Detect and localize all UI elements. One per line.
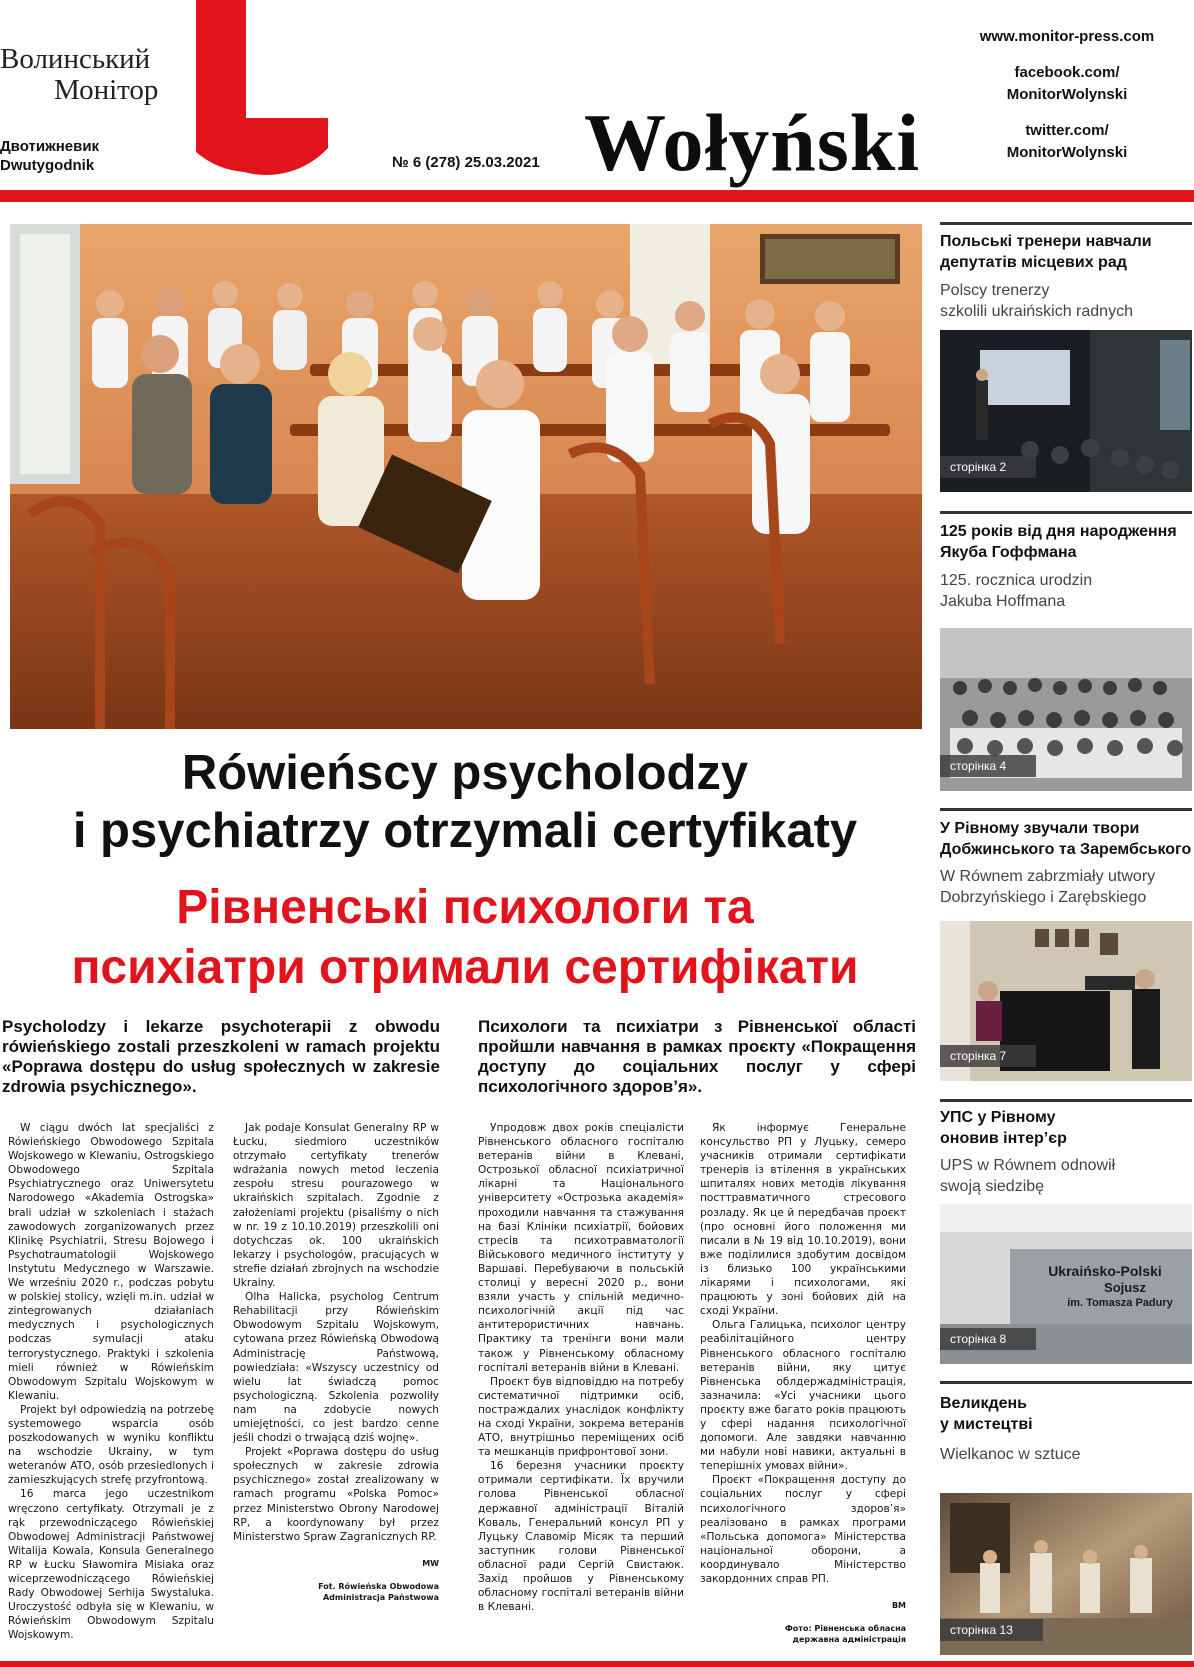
paragraph: Упродовж двох років спеціалісти Рівненського обласного госпіталю ветеранів війни в Клевані, Острозької обласної психіатричної лікарні та Національного університету «Острозька академія» проходили навчання та стажування на базі Клініки психіатрії, бойових стресів та психотравматології Військового медичного інституту у Варшаві. Перебуваючи в польській столиці у вересні 2020 р., вони взяли участь у спільній медично-психологічній акції під час антитерористичних навчань. Практику та тренінги вони мали також у Рівненському обласному госпіталі ветеранів війни в Клевані. <box>478 1122 684 1374</box>
paragraph: Olha Halicka, psycholog Centrum Rehabilitacji przy Rówieńskim Obwodowym Szpitalu Wojskowym, cytowana przez Rówieńską Obwodową Administrację Państwową, powiedziała: «Wszyscy uczestnicy od wielu lat świadczą pomoc psychologiczną. Szkolenia pozwoliły nam na zdobycie nowych umiejętności, co jest bardzo cenne jeśli chodzi o trwającą dziś wojnę». <box>233 1291 439 1445</box>
lead-polish: Psycholodzy i lekarze psychoterapii z obwodu rówieńskiego zostali przeszkoleni w ramach projektu «Poprawa dostępu do usług społecznych w zakresie zdrowia psychicznego». <box>2 1017 440 1096</box>
author-initials: ВМ <box>891 1601 906 1611</box>
building-sign-line-1: Ukraińsko-Polski <box>1048 1263 1162 1279</box>
logo-cross-icon <box>196 0 336 180</box>
sidebar-divider <box>940 511 1192 514</box>
website-link[interactable]: www.monitor-press.com <box>979 28 1155 45</box>
page-reference: сторінка 13 <box>940 1619 1043 1641</box>
paragraph: Як інформує Генеральне консульство РП у Луцьку, семеро учасників отримали сертифікати тренерів із втілення в українських шпиталях нових методів лікування посттравматичного стресового розладу. Як це й передбачав проєкт (про основні його положення ми писали в № 19 від 10.10.2019), вони вже поділилися здобутим досвідом із близько 100 українськими лікарями і психологами, які працюють у зоні бойових дій на сході України. <box>700 1122 906 1318</box>
sidebar-divider <box>940 1381 1192 1384</box>
hero-photo <box>10 224 922 729</box>
article-column-3 <box>478 1121 684 1614</box>
page-reference: сторінка 8 <box>940 1328 1036 1350</box>
page-reference: сторінка 7 <box>940 1045 1036 1067</box>
article-column-1 <box>8 1121 214 1642</box>
sidebar-item-3-title[interactable]: У Рівному звучали твори Добжинського та Зарембського <box>940 820 1192 858</box>
lead-ukrainian: Психологи та психіатри з Рівненської області пройшли навчання в рамках проєкту «Покращення доступу до соціальних послуг у сфері психологічного здоров’я». <box>478 1017 916 1096</box>
sidebar-item-4-subtitle: UPS w Równem odnowił swoją siedzibę <box>940 1157 1116 1195</box>
masthead-divider <box>0 190 1194 202</box>
sidebar-item-4-photo[interactable] <box>940 1204 1192 1364</box>
paragraph: Проєкт був відповіддю на потребу систематичної підтримки осіб, постраждалих унаслідок конфлікту на сході України, зокрема ветеранів АТО, внутрішньо переміщених осіб та мешканців прифронтової зони. <box>478 1375 684 1459</box>
sidebar-divider <box>940 222 1192 225</box>
photo-credit: Fot. Rówieńska Obwodowa Administracja Państwowa <box>318 1581 439 1602</box>
social-links <box>940 26 1194 164</box>
sidebar-item-2-subtitle: 125. rocznica urodzin Jakuba Hoffmana <box>940 572 1093 610</box>
footer-divider <box>0 1661 1194 1667</box>
building-sign-line-3: im. Tomasza Padury <box>1067 1297 1173 1309</box>
paragraph: 16 marca jego uczestnikom wręczono certyfikaty. Otrzymali je z rąk przewodniczącego Rówieńskiej Obwodowej Administracji Państwowej Witalija Kowala, Konsula Generalnego RP w Łucku Sławomira Misiaka oraz wiceprzewodniczącego Rówieńskiej Rady Obwodowej Serhija Swystaluka. Uroczystość odbyła się w Klewaniu, w Rówieńskim Obwodowym Szpitalu Wojskowym. <box>8 1488 214 1642</box>
sidebar-item-5-subtitle: Wielkanoc w sztuce <box>940 1446 1081 1463</box>
issue-frequency: Двотижневик Dwutygodnik <box>0 138 100 174</box>
article-column-2 <box>233 1121 439 1603</box>
sidebar-item-2-title[interactable]: 125 років від дня народження Якуба Гоффмана <box>940 523 1177 561</box>
logo-line-1: Волинський <box>0 43 151 75</box>
paragraph: Ольга Галицька, психолог центру реабілітаційного центру Рівненського обласного госпіталю ветеранів війни, яку цитує Рівненська облдержадміністрація, зазначила: «Усі учасники цього проєкту вже багато років працюють у сфері надання психологічної допомоги. Але завдяки навчанню ми набули нові навики, актуальні в теперішніх умовах війни». <box>700 1319 906 1473</box>
logo-line-2: Монітор <box>54 74 159 106</box>
sidebar-item-1-subtitle: Polscy trenerzy szkolili ukraińskich radnych <box>940 282 1133 320</box>
sidebar-item-1-title[interactable]: Польські тренери навчали депутатів місцевих рад <box>940 233 1152 271</box>
headline-ukrainian: Рівненські психологи та психіатри отримали сертифікати <box>71 881 859 994</box>
issue-number: № 6 (278) 25.03.2021 <box>392 154 540 171</box>
paragraph: Projekt był odpowiedzią na potrzebę systemowego wsparcia osób poszkodowanych w wyniku konfliktu na wschodzie Ukrainy, w tym weteranów ATO, osób przesiedlonych i zamieszkujących strefę przyfrontową. <box>8 1403 214 1487</box>
sidebar-item-4-title[interactable]: УПС у Рівному оновив інтер’єр <box>940 1109 1067 1147</box>
paragraph: Projekt «Poprawa dostępu do usług społecznych w zakresie zdrowia psychicznego» został zrealizowany w ramach programu «Polska Pomoc» przez Ministerstwo Obrony Narodowej RP, a koordynowany był przez Ministerstwo Spraw Zagranicznych RP. <box>233 1446 439 1543</box>
sidebar-divider <box>940 1099 1192 1102</box>
photo-credit: Фото: Рівненська обласна державна адміністрація <box>784 1624 906 1645</box>
headline-polish: Rówieńscy psycholodzy i psychiatrzy otrzymali certyfikaty <box>72 746 858 858</box>
sidebar-item-5-photo[interactable] <box>940 1493 1192 1655</box>
building-sign-line-2: Sojusz <box>1104 1280 1146 1295</box>
paragraph: 16 березня учасники проєкту отримали сертифікати. Їх вручили голова Рівненської обласної державної адміністрації Віталій Коваль, Генеральний консул РП у Луцьку Славомір Місяк та перший заступник голови Рівненської обласної ради Сергій Свистаюк. Захід пройшов у Рівненському обласному госпіталі ветеранів війни в Клевані. <box>478 1460 684 1614</box>
sidebar-item-1-photo[interactable] <box>940 330 1192 492</box>
page-reference: сторінка 4 <box>940 755 1036 777</box>
paragraph: W ciągu dwóch lat specjaliści z Rówieńskiego Obwodowego Szpitala Wojskowego w Klewaniu, Ostrogskiego Obwodowego Szpitala Psychiatrycznego oraz Uniwersytetu Narodowego «Akademia Ostrogska» brali udział w szkoleniach i stażach zawodowych zorganizowanych przez Klinikę Psychiatrii, Stresu Bojowego i Psychotraumatologii Wojskowego Instytutu Medycznego w Warszawie. We wrześniu 2020 r., podczas pobytu w polskiej stolicy, wzięli m.in. udział w zintegrowanych działaniach medycznych i psychologicznych podczas symulacji ataku terrorystycznego. Praktyki i szkolenia mieli również w Rówieńskim Obwodowym Szpitalu Wojskowym w Klewaniu. <box>8 1122 214 1402</box>
sidebar-item-3-photo[interactable] <box>940 921 1192 1081</box>
sidebar-item-5-title[interactable]: Великдень у мистецтві <box>940 1395 1033 1433</box>
author-initials: MW <box>422 1558 439 1568</box>
sidebar-item-3-subtitle: W Równem zabrzmiały utwory Dobrzyńskiego i Zarębskiego <box>940 868 1156 906</box>
paragraph: Проєкт «Покращення доступу до соціальних послуг у сфері психологічного здоров’я» реалізовано в рамках програми «Польська допомога» Міністерства національної оборони, а координувало Міністерство закордонних справ РП. <box>700 1474 906 1585</box>
twitter-link[interactable]: twitter.com/ MonitorWolynski <box>1006 122 1128 161</box>
facebook-link[interactable]: facebook.com/ MonitorWolynski <box>1006 64 1128 103</box>
logo-wordmark <box>0 44 200 106</box>
paragraph: Jak podaje Konsulat Generalny RP w Łucku, siedmioro uczestników otrzymało certyfikaty trenerów wdrażania nowych metod leczenia zespołu stresu pourazowego w ukraińskich szpitalach. Zgodnie z założeniami projektu (pisaliśmy o nich w nr. 19 z 10.10.2019) przeszkolili oni dotychczas ok. 100 ukraińskich lekarzy i psychologów, pracujących w strefie działań zbrojnych na wschodzie Ukrainy. <box>233 1122 439 1290</box>
sidebar-item-2-photo[interactable] <box>940 628 1192 791</box>
sidebar-divider <box>940 808 1192 811</box>
newspaper-title: Wołyński <box>584 97 921 188</box>
article-column-4 <box>700 1121 906 1645</box>
page-reference: сторінка 2 <box>940 456 1036 478</box>
